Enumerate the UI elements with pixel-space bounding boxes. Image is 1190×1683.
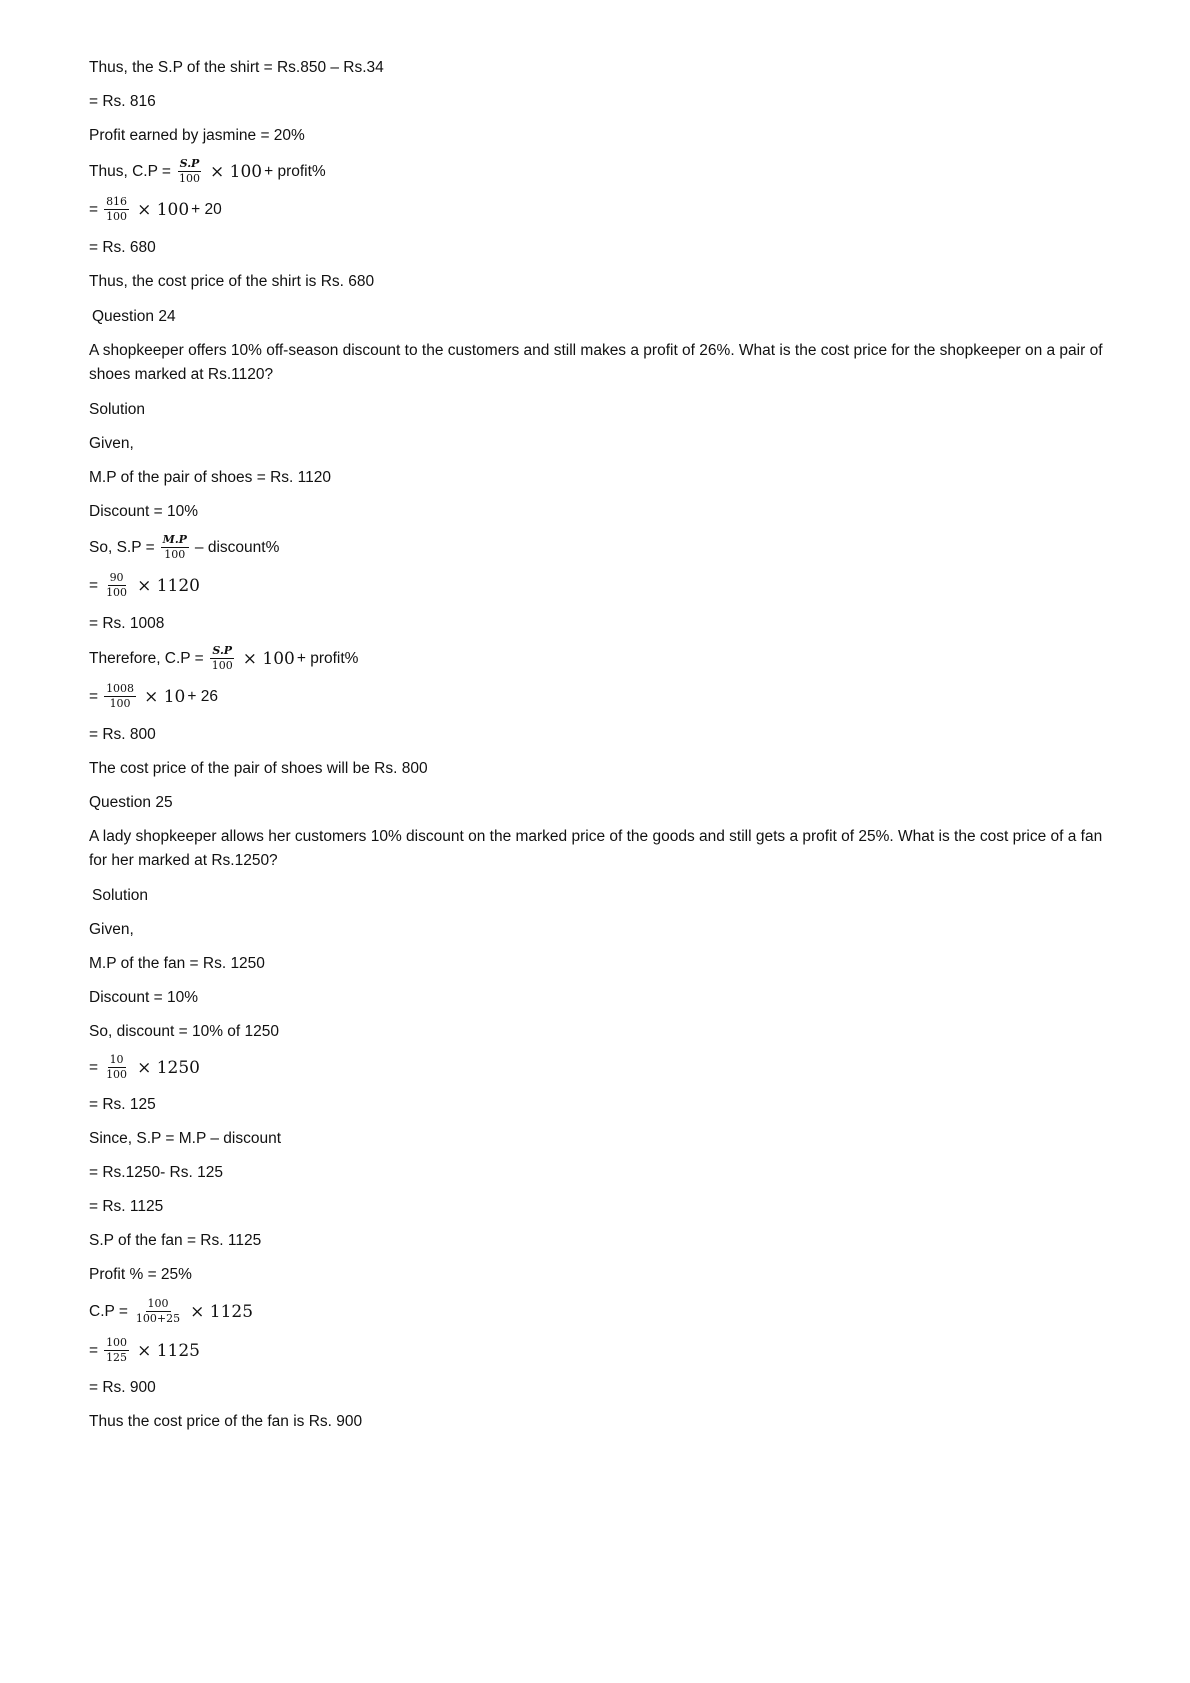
question-heading: Question 25: [89, 794, 173, 811]
formula-line: = $\frac{90}{100}$ × 1120: [89, 571, 200, 599]
text-line: S.P of the fan = Rs. 1125: [89, 1232, 262, 1249]
formula-line: = $\frac{100}{125}$ × 1125: [89, 1336, 200, 1364]
formula-line: = $\frac{1008}{100}$ × 10 + 26: [89, 682, 218, 710]
text-line: = Rs. 800: [89, 726, 156, 743]
text-line: = Rs. 680: [89, 239, 156, 256]
text-line: M.P of the pair of shoes = Rs. 1120: [89, 469, 331, 486]
fraction: $\frac{10}{100}$: [106, 1053, 128, 1081]
formula-line: Thus, C.P = $\frac{S.P}{100}$ × 100 + profit%: [89, 157, 326, 185]
fraction: $\frac{100}{125}$: [106, 1336, 128, 1364]
text-line: Given,: [89, 921, 134, 938]
formula-line: C.P = $\frac{100}{100+25}$ × 1125: [89, 1297, 254, 1325]
text-line: Discount = 10%: [89, 503, 198, 520]
fraction: $\frac{S.P}{100}$: [179, 157, 200, 185]
text-line: Discount = 10%: [89, 989, 198, 1006]
fraction: $\frac{816}{100}$: [106, 195, 128, 223]
solution-label: Solution: [89, 401, 146, 418]
conclusion: Thus, the cost price of the shirt is Rs. 680: [89, 273, 375, 290]
text-line: = Rs. 125: [89, 1096, 156, 1113]
text-line: M.P of the fan = Rs. 1250: [89, 955, 265, 972]
fraction: $\frac{100}{100+25}$: [135, 1297, 181, 1325]
fraction: $\frac{M.P}{100}$: [162, 533, 187, 561]
question-heading: Question 24: [92, 308, 176, 325]
text-line: = Rs. 816: [89, 93, 156, 110]
conclusion: The cost price of the pair of shoes will be Rs. 800: [89, 760, 428, 777]
text-line: Profit earned by jasmine = 20%: [89, 127, 305, 144]
text-line: = Rs. 900: [89, 1379, 156, 1396]
formula-line: Therefore, C.P = $\frac{S.P}{100}$ × 100 + profit%: [89, 644, 359, 672]
fraction: $\frac{90}{100}$: [106, 571, 128, 599]
formula-line: = $\frac{10}{100}$ × 1250: [89, 1053, 200, 1081]
fraction: $\frac{S.P}{100}$: [211, 644, 233, 672]
text-line: Thus, the S.P of the shirt = Rs.850 – Rs.34: [89, 59, 384, 76]
text-line: So, discount = 10% of 1250: [89, 1023, 280, 1040]
solution-label: Solution: [92, 887, 149, 904]
text-line: = Rs. 1125: [89, 1198, 164, 1215]
text-line: Profit % = 25%: [89, 1266, 192, 1283]
fraction: $\frac{1008}{100}$: [106, 682, 135, 710]
text-line: = Rs. 1008: [89, 615, 165, 632]
text-line: Since, S.P = M.P – discount: [89, 1130, 281, 1147]
question-text: A shopkeeper offers 10% off-season discount to the customers and still makes a profit of 26%. What is the cost price for the shopkeeper on a pair of shoes marked at Rs.1120?: [89, 342, 1103, 383]
text-line: Given,: [89, 435, 134, 452]
text-line: = Rs.1250- Rs. 125: [89, 1164, 223, 1181]
conclusion: Thus the cost price of the fan is Rs. 900: [89, 1413, 363, 1430]
formula-line: = $\frac{816}{100}$ × 100 + 20: [89, 195, 222, 223]
formula-line: So, S.P = $\frac{M.P}{100}$ – discount%: [89, 533, 280, 561]
question-text: A lady shopkeeper allows her customers 10% discount on the marked price of the goods and still gets a profit of 25%. What is the cost price of a fan for her marked at Rs.1250?: [89, 828, 1103, 869]
